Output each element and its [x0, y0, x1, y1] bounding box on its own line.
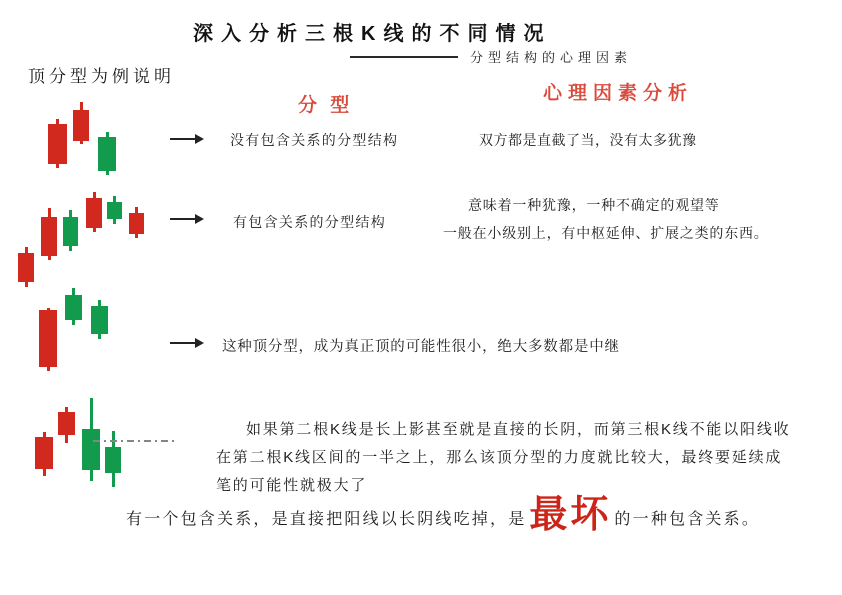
row2-psychology-line2: 一般在小级别上，有中枢延伸、扩展之类的东西。: [443, 225, 769, 241]
candle-body: [58, 412, 75, 435]
column-header-psychology: 心理因素分析: [543, 83, 694, 104]
row3-fractal-text: 这种顶分型，成为真正顶的可能性很小，绝大多数都是中继: [222, 339, 620, 355]
row2-fractal-text: 有包含关系的分型结构: [233, 214, 386, 230]
candle-body: [82, 429, 100, 470]
example-label: 顶分型为例说明: [28, 67, 175, 86]
footer-note: [126, 496, 760, 534]
footer-text-pre: 有一个包含关系，是直接把阳线以长阴线吃掉，是: [126, 511, 527, 528]
row4-note-line1: 如果第二根K线是长上影甚至就是直接的长阴，而第三根K线不能以阳线收: [246, 421, 791, 438]
column-header-fractal: 分 型: [298, 95, 354, 116]
row4-note-line3: 笔的可能性就极大了: [216, 477, 368, 494]
row1-fractal-text: 没有包含关系的分型结构: [230, 132, 399, 148]
halfway-reference-dashline: [93, 440, 175, 442]
footer-emphasis-text: 最坏: [529, 494, 612, 536]
arrow-right-icon: [170, 338, 205, 348]
candle-body: [35, 437, 53, 469]
row4-note-line2: 在第二根K线区间的一半之上，那么该顶分型的力度就比较大，最终要延续成: [216, 449, 783, 466]
candle-body: [105, 447, 121, 473]
page-subtitle: 分型结构的心理因素: [470, 50, 633, 65]
arrow-right-icon: [170, 214, 205, 224]
footer-text-post: 的一种包含关系。: [614, 511, 761, 528]
row1-psychology-text: 双方都是直截了当，没有太多犹豫: [479, 132, 697, 148]
page-title: 深入分析三根K线的不同情况: [193, 23, 552, 45]
arrow-right-icon: [170, 134, 205, 144]
row2-psychology-line1: 意味着一种犹豫，一种不确定的观望等: [468, 197, 720, 213]
